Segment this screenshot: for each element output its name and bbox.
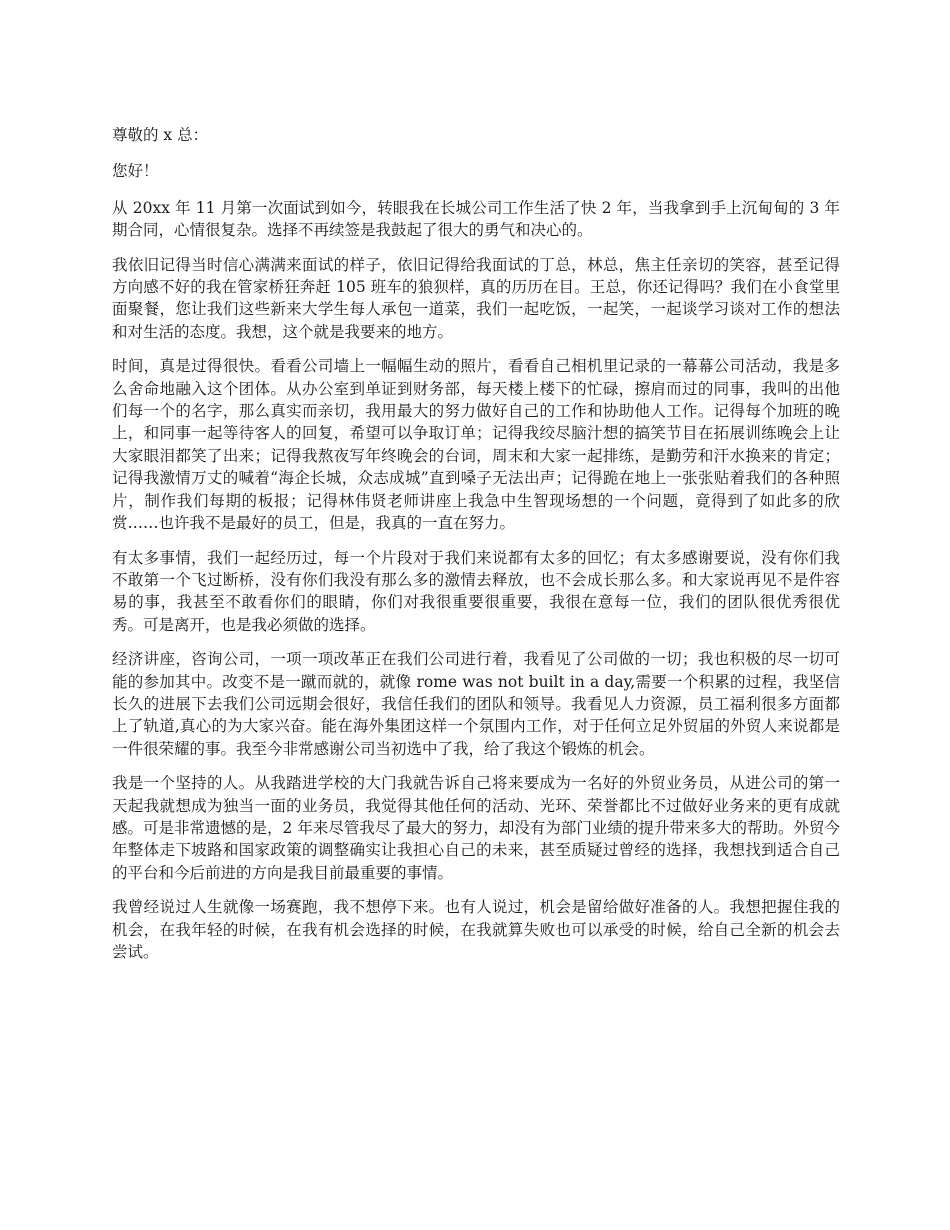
greeting: 您好！ <box>112 162 159 181</box>
letter-body <box>112 124 840 975</box>
salutation: 尊敬的 x 总： <box>112 126 209 144</box>
paragraph-gratitude: 有太多事情，我们一起经历过，每一个片段对于我们来说都有太多的回忆；有太多感谢要说，没有你们我不敢第一个飞过断桥，没有你们我没有那么多的激情去释放，也不会成长那么多。和大家说再见不是件容易的事，我甚至不敢看你们的眼睛，你们对我很重要很重要，我很在意每一位，我们的团队很优秀很优秀。可是离开，也是我必须做的选择。 <box>112 548 840 634</box>
paragraph-company-reform: 经济讲座，咨询公司，一项一项改革正在我们公司进行着，我看见了公司做的一切；我也积极的尽一切可能的参加其中。改变不是一蹴而就的，就像 rome was not built in a day,需要一个积累的过程，我坚信长久的进展下去我们公司远期会很好，我信任我们的团队和领导。我看见人力资源，员工福利很多方面都上了轨道,真心的为大家兴奋。能在海外集团这样一个氛围内工作，对于任何立足外贸届的外贸人来说都是一件很荣耀的事。我至今非常感谢公司当初选中了我，给了我这个锻炼的机会。 <box>112 650 840 758</box>
paragraph-company-life: 时间，真是过得很快。看看公司墙上一幅幅生动的照片，看看自己相机里记录的一幕幕公司活动，我是多么舍命地融入这个团体。从办公室到单证到财务部，每天楼上楼下的忙碌，擦肩而过的同事，我叫的出他们每一个的名字，那么真实而亲切，我用最大的努力做好自己的工作和协助他人工作。记得每个加班的晚上，和同事一起等待客人的回复，希望可以争取订单；记得我绞尽脑汁想的搞笑节目在拓展训练晚会上让大家眼泪都笑了出来；记得我熬夜写年终晚会的台词，周末和大家一起排练，是勤劳和汗水换来的肯定；记得我激情万丈的喊着“海企长城，众志成城”直到嗓子无法出声；记得跪在地上一张张贴着我们的各种照片，制作我们每期的板报；记得林伟贤老师讲座上我急中生智现场想的一个问题，竟得到了如此多的欣赏……也许我不是最好的员工，但是，我真的一直在努力。 <box>112 357 840 533</box>
paragraph-interview-memories: 我依旧记得当时信心满满来面试的样子，依旧记得给我面试的丁总，林总，焦主任亲切的笑容，甚至记得方向感不好的我在管家桥狂奔赶 105 班车的狼狈样，真的历历在目。王总，你还记得吗？我们在小食堂里面聚餐，您让我们这些新来大学生每人承包一道菜，我们一起吃饭，一起笑，一起谈学习谈对工作的想法和对生活的态度。我想，这个就是我要来的地方。 <box>112 255 840 341</box>
paragraph-new-opportunity: 我曾经说过人生就像一场赛跑，我不想停下来。也有人说过，机会是留给做好准备的人。我想把握住我的机会，在我年轻的时候，在我有机会选择的时候，在我就算失败也可以承受的时候，给自己全新的机会去尝试。 <box>112 898 840 961</box>
paragraph-contract: 从 20xx 年 11 月第一次面试到如今，转眼我在长城公司工作生活了快 2 年，当我拿到手上沉甸甸的 3 年期合同，心情很复杂。选择不再续签是我鼓起了很大的勇气和决心的。 <box>112 198 840 240</box>
paragraph-career-goal: 我是一个坚持的人。从我踏进学校的大门我就告诉自己将来要成为一名好的外贸业务员，从进公司的第一天起我就想成为独当一面的业务员，我觉得其他任何的活动、光环、荣誉都比不过做好业务来的更有成就感。可是非常遗憾的是，2 年来尽管我尽了最大的努力，却没有为部门业绩的提升带来多大的帮助。外贸今年整体走下坡路和国家政策的调整确实让我担心自己的未来，甚至质疑过曾经的选择，我想找到适合自己的平台和今后前进的方向是我目前最重要的事情。 <box>112 774 840 882</box>
